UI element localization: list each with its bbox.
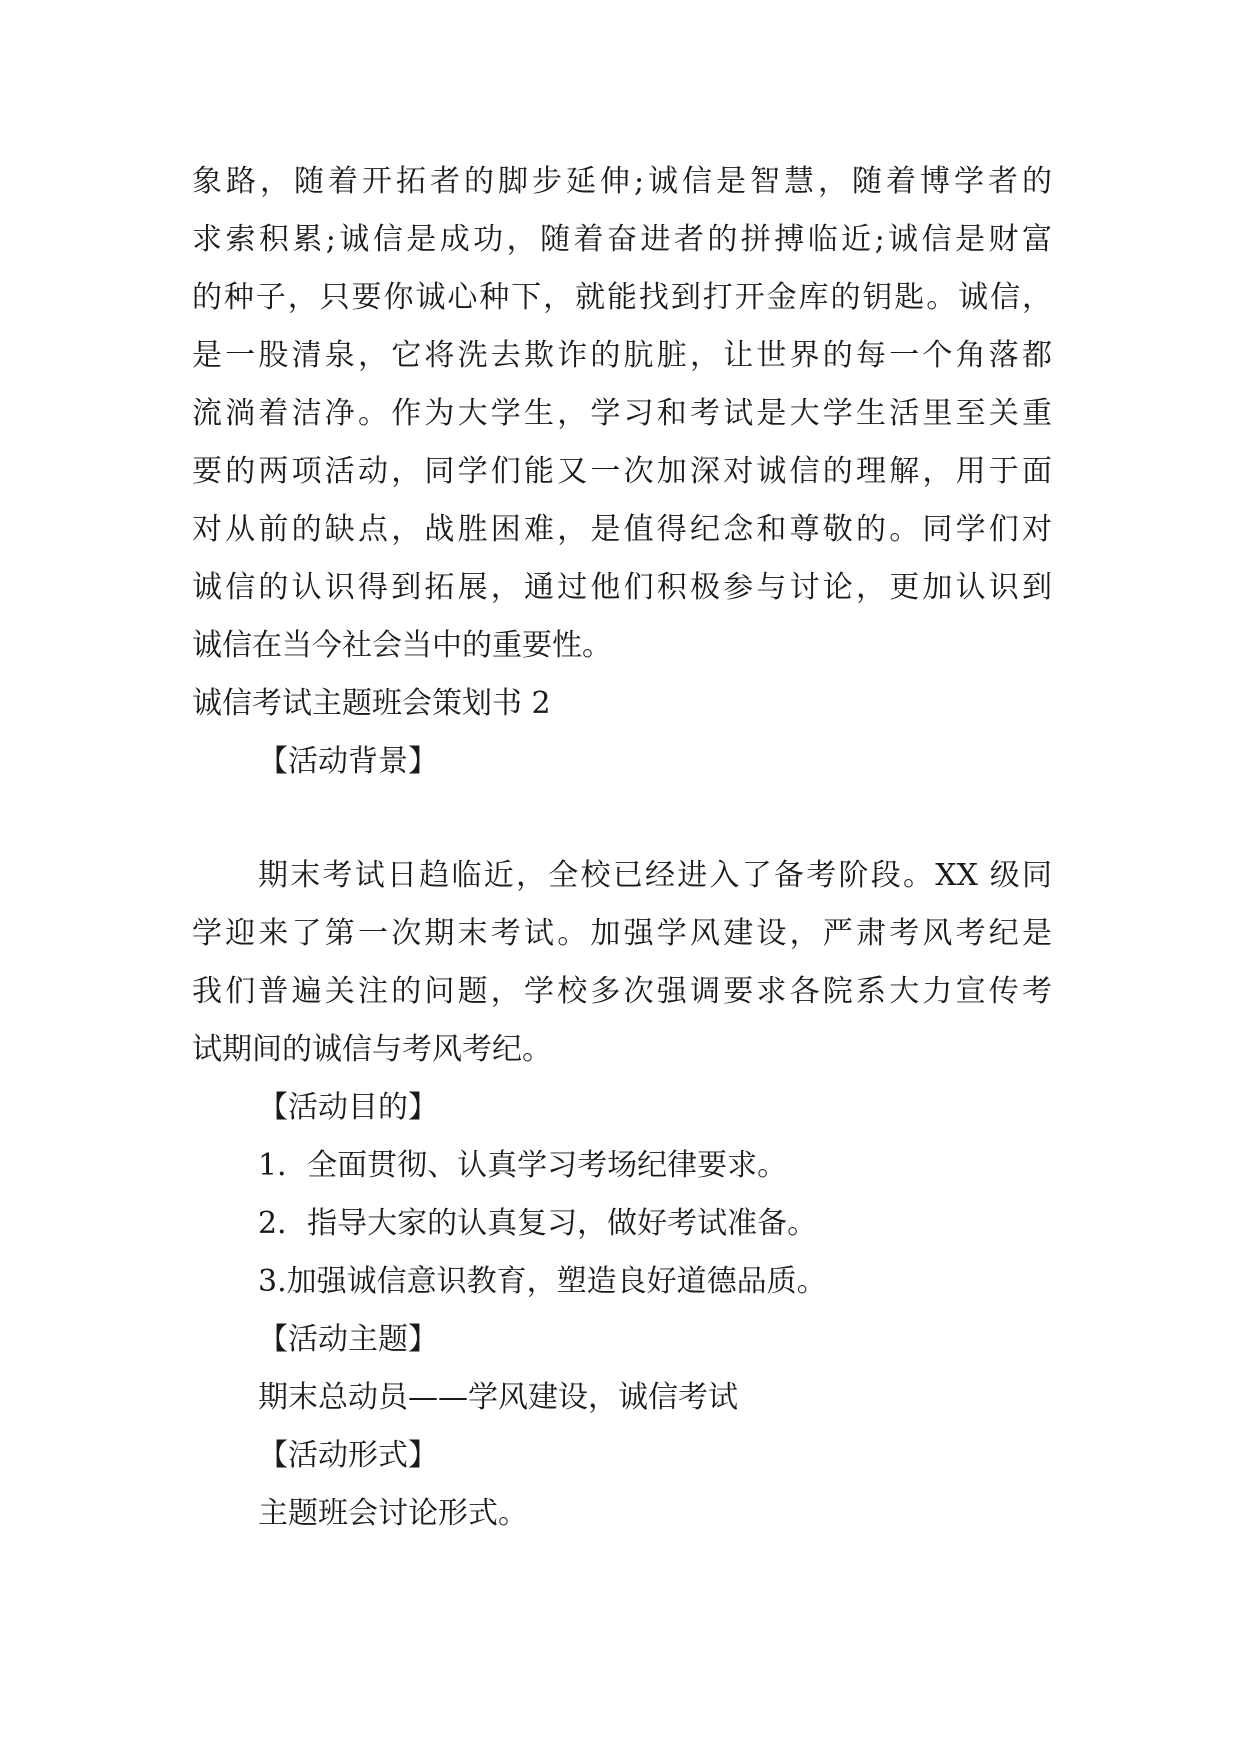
- paragraph-line: 的种子，只要你诚心种下，就能找到打开金库的钥匙。诚信，: [192, 280, 1052, 315]
- paragraph-line: 诚信的认识得到拓展，通过他们积极参与讨论，更加认识到: [192, 570, 1052, 605]
- background-line: 我们普遍关注的问题，学校多次强调要求各院系大力宣传考: [192, 974, 1052, 1009]
- paragraph-line: 对从前的缺点，战胜困难，是值得纪念和尊敬的。同学们对: [192, 512, 1052, 547]
- paragraph-line: 要的两项活动，同学们能又一次加深对诚信的理解，用于面: [192, 454, 1052, 489]
- paragraph-line: 象路，随着开拓者的脚步延伸;诚信是智慧，随着博学者的: [192, 164, 1052, 199]
- theme-text: 期末总动员——学风建设，诚信考试: [258, 1380, 738, 1415]
- purpose-item: 3.加强诚信意识教育，塑造良好道德品质。: [258, 1264, 827, 1299]
- purpose-heading: 【活动目的】: [258, 1090, 438, 1125]
- paragraph-line: 流淌着洁净。作为大学生，学习和考试是大学生活里至关重: [192, 396, 1052, 431]
- form-text: 主题班会讨论形式。: [258, 1496, 528, 1531]
- paragraph-line: 求索积累;诚信是成功，随着奋进者的拼搏临近;诚信是财富: [192, 222, 1052, 257]
- purpose-item: 1．全面贯彻、认真学习考场纪律要求。: [258, 1148, 788, 1183]
- theme-heading: 【活动主题】: [258, 1322, 438, 1357]
- background-line: 试期间的诚信与考风考纪。: [192, 1032, 552, 1067]
- purpose-item: 2．指导大家的认真复习，做好考试准备。: [258, 1206, 818, 1241]
- background-heading: 【活动背景】: [258, 744, 438, 779]
- paragraph-line: 诚信在当今社会当中的重要性。: [192, 628, 612, 663]
- section-title: 诚信考试主题班会策划书 2: [192, 686, 551, 721]
- background-line: 期末考试日趋临近，全校已经进入了备考阶段。XX 级同: [258, 858, 1052, 893]
- paragraph-line: 是一股清泉，它将洗去欺诈的肮脏，让世界的每一个角落都: [192, 338, 1052, 373]
- form-heading: 【活动形式】: [258, 1438, 438, 1473]
- background-line: 学迎来了第一次期末考试。加强学风建设，严肃考风考纪是: [192, 916, 1052, 951]
